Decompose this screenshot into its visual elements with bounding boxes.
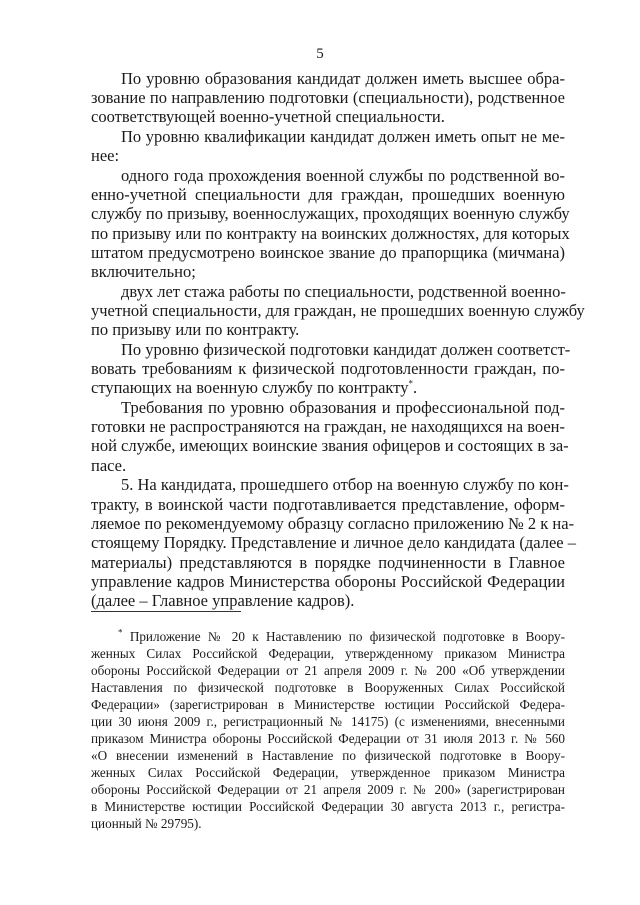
body-line: штатом предусмотрено воинское звание до прапорщика (мичмана) — [91, 243, 565, 262]
body-line: одного года прохождения военной службы по родственной во- — [121, 166, 565, 185]
footnote-line: ционный № 29795). — [91, 816, 202, 831]
body-line: соответствующей военно-учетной специальности. — [91, 107, 445, 126]
period: . — [412, 378, 418, 397]
footnote-marker: * — [118, 627, 123, 638]
body-line: нее: — [91, 146, 120, 165]
footnote-line: в Министерстве юстиции Российской Федерации 30 августа 2013 г., регистра- — [91, 799, 565, 814]
body-line: службу по призыву, военнослужащих, проходящих военную службу — [91, 204, 570, 223]
body-line: готовки не распространяются на граждан, не находящихся на воен- — [91, 417, 565, 436]
body-line: 5. На кандидата, прошедшего отбор на военную службу по кон- — [121, 475, 569, 494]
footnote-line: Наставления по физической подготовке в Вооруженных Силах Российской — [91, 680, 565, 695]
body-line: учетной специальности, для граждан, не прошедших военную службу — [91, 301, 585, 320]
body-line — [91, 378, 565, 397]
body-line: ляемое по рекомендуемому образцу согласно приложению № 2 к на- — [91, 514, 575, 533]
footnote-line: ции 30 июня 2009 г., регистрационный № 14175) (с изменениями, внесенными — [91, 714, 565, 729]
body-line: зование по направлению подготовки (специальности), родственное — [91, 88, 565, 107]
footnote-reference: * — [408, 378, 413, 389]
footnote-line: Федерации» (зарегистрирован в Министерстве юстиции Российской Федера- — [91, 697, 565, 712]
footnote-line: женных Силах Российской Федерации, утвержденное приказом Министра — [91, 765, 565, 780]
body-line: вовать требованиям к физической подготовленности граждан, по- — [91, 359, 565, 378]
body-line: по призыву или по контракту. — [91, 320, 300, 339]
footnote-line: приказом Министра обороны Российской Федерации от 31 июля 2013 г. № 560 — [91, 731, 565, 746]
body-line: пасе. — [91, 456, 127, 475]
body-line: По уровню образования кандидат должен иметь высшее обра- — [121, 69, 565, 88]
footnote-line: обороны Российской Федерации от 21 апреля 2009 г. № 200 «Об утверждении — [91, 663, 565, 678]
body-line: управление кадров Министерства обороны Российской Федерации — [91, 572, 565, 591]
footnote-divider — [91, 611, 241, 612]
body-line: тракту, в воинской части подготавливается представление, оформ- — [91, 495, 565, 514]
body-line: материалы) представляются в порядке подчиненности в Главное — [91, 553, 565, 572]
body-line: стоящему Порядку. Представление и личное дело кандидата (далее – — [91, 533, 576, 552]
page-number: 5 — [316, 46, 324, 62]
footnote-line — [118, 628, 565, 645]
body-line: ной службе, имеющих воинские звания офицеров и состоящих в за- — [91, 436, 569, 455]
body-line: (далее – Главное управление кадров). — [91, 591, 355, 610]
body-line: Требования по уровню образования и профессиональной под- — [121, 398, 565, 417]
footnote-line-text: Приложение № 20 к Наставлению по физической подготовке в Воору- — [129, 629, 565, 644]
body-line: По уровню физической подготовки кандидат должен соответст- — [121, 340, 571, 359]
body-line: двух лет стажа работы по специальности, родственной военно- — [121, 282, 566, 301]
footnote-line: женных Силах Российской Федерации, утвержденному приказом Министра — [91, 646, 565, 661]
footnote-line: обороны Российской Федерации от 21 апреля 2009 г. № 200» (зарегистрирован — [91, 782, 565, 797]
body-line: включительно; — [91, 262, 196, 281]
footnote-line: «О внесении изменений в Наставление по физической подготовке в Воору- — [91, 748, 565, 763]
body-line: енно-учетной специальности для граждан, прошедших военную — [91, 185, 565, 204]
body-line-text: ступающих на военную службу по контракту — [91, 378, 409, 397]
body-line: по призыву или по контракту на воинских должностях, для которых — [91, 224, 570, 243]
body-line: По уровню квалификации кандидат должен иметь опыт не ме- — [121, 127, 565, 146]
